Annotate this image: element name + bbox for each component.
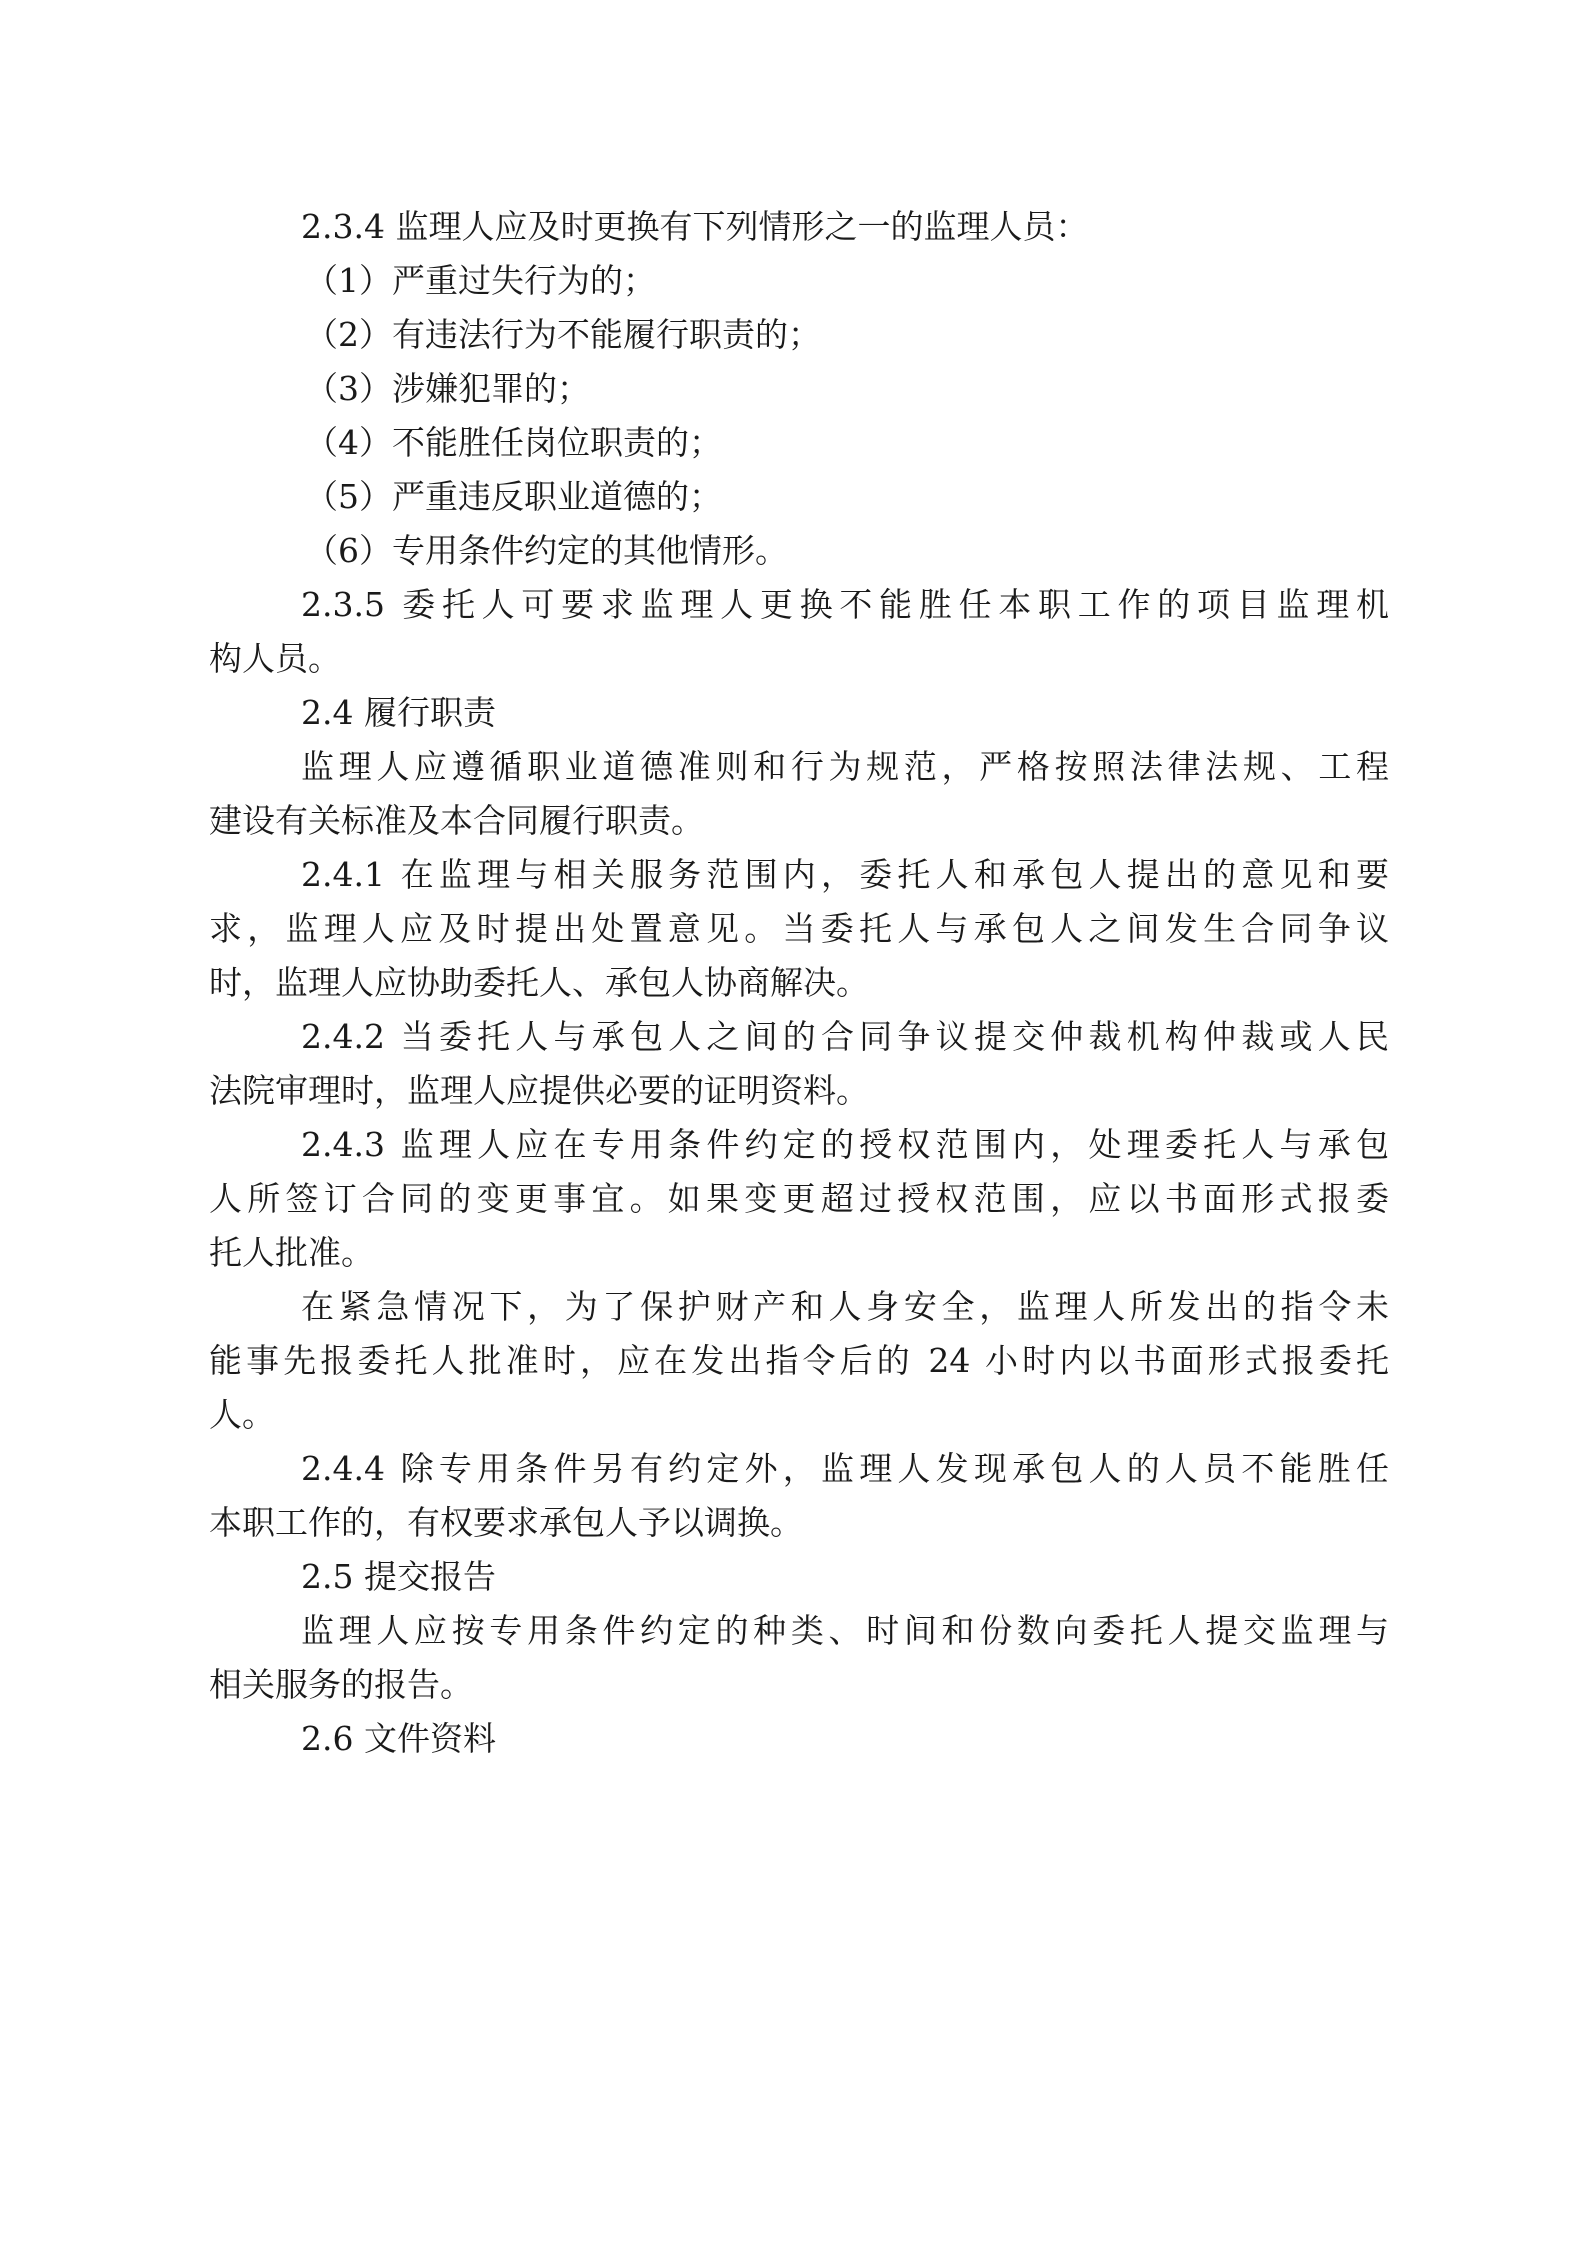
text-line: 法院审理时，监理人应提供必要的证明资料。 (209, 1071, 869, 1110)
text-line: 人所签订合同的变更事宜。如果变更超过授权范围，应以书面形式报委 (209, 1179, 1389, 1218)
text-line: （6）专用条件约定的其他情形。 (305, 531, 788, 570)
text-line: （4）不能胜任岗位职责的； (305, 423, 722, 462)
text-line: 2.4.3 监理人应在专用条件约定的授权范围内，处理委托人与承包 (301, 1125, 1389, 1164)
text-line: 本职工作的，有权要求承包人予以调换。 (209, 1503, 803, 1542)
text-line: 人。 (209, 1395, 275, 1434)
text-line: （1）严重过失行为的； (305, 261, 656, 300)
text-line: 相关服务的报告。 (209, 1665, 473, 1704)
text-line: 建设有关标准及本合同履行职责。 (209, 801, 704, 840)
text-line: （5）严重违反职业道德的； (305, 477, 722, 516)
text-line: 2.3.4 监理人应及时更换有下列情形之一的监理人员： (301, 207, 1089, 246)
text-line: 在紧急情况下，为了保护财产和人身安全，监理人所发出的指令未 (301, 1287, 1389, 1326)
text-line: 托人批准。 (209, 1233, 374, 1272)
text-line: 监理人应按专用条件约定的种类、时间和份数向委托人提交监理与 (301, 1611, 1389, 1650)
text-line: （2）有违法行为不能履行职责的； (305, 315, 821, 354)
text-line: 2.4.2 当委托人与承包人之间的合同争议提交仲裁机构仲裁或人民 (301, 1017, 1389, 1056)
body-text (209, 200, 1389, 1766)
text-line: 2.4 履行职责 (301, 693, 496, 732)
text-line: 2.5 提交报告 (301, 1557, 496, 1596)
text-line: 2.6 文件资料 (301, 1719, 496, 1758)
text-line: 能事先报委托人批准时，应在发出指令后的 24 小时内以书面形式报委托 (209, 1341, 1389, 1380)
text-line: 2.4.4 除专用条件另有约定外，监理人发现承包人的人员不能胜任 (301, 1449, 1389, 1488)
text-line: 构人员。 (209, 639, 341, 678)
text-line: 2.3.5 委托人可要求监理人更换不能胜任本职工作的项目监理机 (301, 585, 1389, 624)
text-line: 2.4.1 在监理与相关服务范围内，委托人和承包人提出的意见和要 (301, 855, 1389, 894)
text-line: 时，监理人应协助委托人、承包人协商解决。 (209, 963, 869, 1002)
text-line: 求，监理人应及时提出处置意见。当委托人与承包人之间发生合同争议 (209, 909, 1389, 948)
text-line: （3）涉嫌犯罪的； (305, 369, 590, 408)
text-line: 监理人应遵循职业道德准则和行为规范，严格按照法律法规、工程 (301, 747, 1389, 786)
